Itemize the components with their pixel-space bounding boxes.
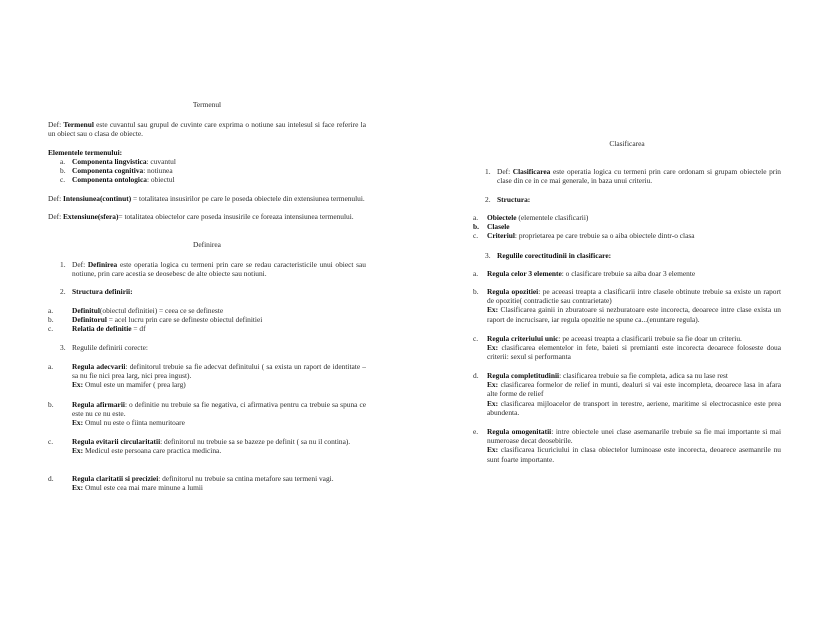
list-item: c. Relatia de definitie = df (48, 324, 146, 334)
list-item: b. Componenta cognitiva: notiunea (60, 166, 173, 176)
list-item: b. Definitorul = acel lucru prin care se defineste obiectul definitiei (48, 315, 263, 325)
rule-completitudinii: d. Regula completitudinii: clasificarea trebuie sa fie completa, adica sa nu lase rest Ex: clasificarea formelor de relief in munti, dealuri si vai este incompleta, deoarece lasa in afara alte forme de relief Ex: clasificarea mijloacelor de transport in terestre, aeriene, maritime si electrocasnice este prea abundenta. (473, 371, 781, 417)
rule-adecvarii: a. Regula adecvarii: definitorul trebuie sa fie adecvat definitului ( sa exista un raport de identitate – sa nu fie nici prea larg, nici prea ingust). Ex: Omul este un mamifer ( prea larg) (48, 362, 366, 390)
rule-afirmarii: b. Regula afirmarii: o definitie nu trebuie sa fie negativa, ci afirmativa pentru ca trebuie sa spuna ce este nu ce nu este. Ex: Omul nu este o fiinta nemuritoare (48, 400, 367, 428)
rule-omogenitatii: e. Regula omogenitatii: intre obiectele unei clase asemanarile trebuie sa fie mai importante si mai numeroase decat deosebirile. Ex: clasificarea licuriciului in clasa obiectelor luminoase este incorecta, deoarece asemanrile nu sunt foarte importante. (473, 427, 781, 464)
def-intensiune: Def: Intensiunea(continut) = totalitatea insusirilor pe care le poseda obiectele din extensiunea termenului. (48, 194, 365, 203)
def-extensiune: Def: Extensiune(sfera)= totalitatea obiectelor care poseda insusirile ce foreaza intensiunea termenului. (48, 212, 354, 221)
structura-list (48, 306, 366, 334)
list-item: a. Componenta lingvistica: cuvantul (60, 157, 176, 166)
title-clasificarea: Clasificarea (609, 139, 645, 148)
structura-heading: 2. Structura definirii: (60, 287, 133, 296)
title-definirea: Definirea (193, 240, 221, 249)
structura-heading-right: 2. Structura: (485, 195, 531, 204)
title-termenul: Termenul (192, 100, 222, 109)
reguli-heading-right: 3. Regulile corectitudinii in clasificare: (485, 251, 612, 260)
reguli-heading: 3. Regulile definirii corecte: (60, 343, 148, 352)
list-item: b. Clasele (473, 222, 510, 232)
rule-circularitatii: c. Regula evitarii circularitatii: definitorul nu trebuie sa se bazeze pe definit ( sa nu il contina). Ex: Medicul este persoana care practica medicina. (48, 437, 351, 456)
clasificarea-def: 1. Def: Clasificarea este operatia logica cu termeni prin care ordonam si grupam obiectele prin clase din ce in ce mai generale, in baza unui criteriu. (485, 167, 781, 186)
rule-opozitiei: b. Regula opozitiei: pe aceeasi treapta a clasificarii intre clasele obtinute trebuie sa existe un raport de opozitie( contradictie sau contrarietate) Ex: Clasificarea gainii in zburatoare si nezburatoare este incorecta, deoarece intre clase exista un raport de incrucisare, iar regula opozitie ne spune ca...(enuntare regula). (473, 287, 782, 324)
rule-claritatii: d. Regula claritatii si preciziei: definitorul nu trebuie sa cntina metafore sau termeni vagi. Ex: Omul este cea mai mare minune a lumii (48, 474, 334, 493)
definirea-def: 1. Def: Definirea este operatia logica cu termeni prin care se redau caracteristicile unui obiect sau notiune, prin care acestia se deosebesc de alte obiecte sau notiuni. (60, 260, 366, 279)
list-item: c. Componenta ontologica: obiectul (60, 175, 175, 185)
elements-list (48, 157, 366, 185)
def-termen: Def: Termenul este cuvantul sau grupul de cuvinte care exprima o notiune sau intelesul si face referire la un obiect sau o clasa de obiecte. (48, 120, 366, 139)
list-item: a. Definitul(obiectul definitiei) = ceea ce se defineste (48, 306, 224, 315)
list-item: a. Obiectele (elementele clasificarii) (473, 213, 589, 222)
rule-3-elemente: a. Regula celor 3 elemente: o clasificare trebuie sa aiba doar 3 elemente (473, 269, 696, 278)
list-item: c. Criteriul: proprietarea pe care trebuie sa o aiba obiectele dintr-o clasa (473, 231, 695, 241)
structura-list-right (473, 213, 781, 241)
rule-criteriului: c. Regula criteriului unic: pe aceeasi treapta a clasificarii trebuie sa fie doar un criteriu. Ex: clasificarea elementelor in fete, baieti si premianti este incorecta deoarece foloseste doua criterii: sexul si performanta (473, 334, 781, 362)
elements-heading: Elementele termenului: (48, 148, 123, 157)
